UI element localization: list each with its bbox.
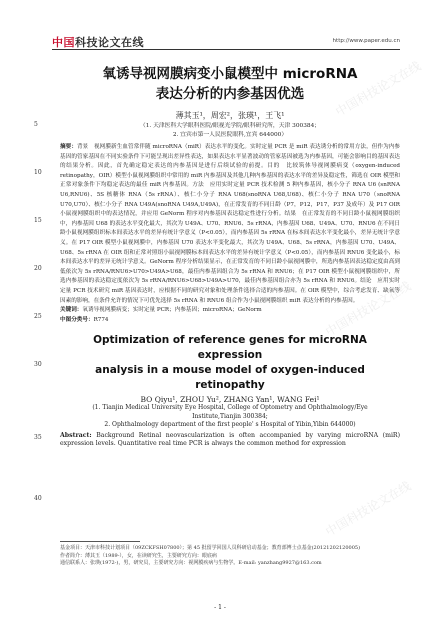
watermark: 中国科技论文在线 [323,278,414,339]
paper-title-zh: 氧诱导视网膜病变小鼠模型中 microRNA 表达分析的内参基因优选 [102,66,358,102]
footnote-funding: 基金项目：天津市科技计划项目（09ZCKFSH07800）；第 45 批留学回国人员科研启动基金；教育部博士点基金(20121202120005) [60,545,361,551]
page-number: - 1 - [214,604,226,611]
site-logo[interactable]: 中国科技论文在线 [52,36,144,49]
abstract-en: Abstract: Background Retinal neovascularization is often accompanied by varying microRNA (miR) expression levels. Quantitative real time PCR is always the common method for expression [60,431,401,447]
authors-zh: 薄其玉¹，周宏²，张瑛¹，王飞¹ [175,111,285,120]
affiliation-en: (1. Tianjin Medical University Eye Hospital, College of Optometry and Ophthalmology/Eye Institute,Tianjin 300384; 2. Ophthalmology department of the first people' s Hospital of Yibin,Yibin 644000) [92,404,368,429]
site-url[interactable]: http://www.paper.edu.cn [332,38,400,44]
watermark: 中国科技论文在线 [323,478,414,539]
footnote-contact: 通信联系人：张瑛(1972-)，男，研究员，主要研究方向：视网膜疾病与生物学。E-mail: yanzhang9927@163.com [60,560,322,566]
line-number: 15 [34,217,42,224]
page-header [0,0,440,58]
footnote-author: 作者简介：薄其玉（1989-），女，在读研究生，主要研究方向：眼底病 [60,552,217,559]
line-number: 35 [34,434,42,441]
footnotes [60,545,400,568]
header-rule [52,49,400,50]
clc-number: 中图分类号：R774 [60,316,109,323]
line-number: 20 [34,265,42,272]
keywords-zh: 关键词：氧诱导视网膜病变；实时定量 PCR；内参基因；microRNA；GeNorm [60,307,262,314]
paper-body [60,56,400,448]
line-number: 10 [34,169,42,176]
line-number: 30 [34,361,42,368]
watermark: 中国科技论文在线 [333,58,424,119]
affiliation-zh: （1. 天津医科大学眼科医院/眼视光学院/眼科研究所，天津 300384； 2. 宜宾市第一人民医院眼科,宜宾 644000） [139,123,321,138]
abstract-zh: 摘要：背景 视网膜新生血管常伴随 microRNA（miR）表达水平的变化。实时定量 PCR 是 miR 表达诱分析的常用方法，但作为内参基因的管家基因在不同实验条件下可能呈现出差异性表达，如果表达水平显著波动的管家基因被选为内参基因，可能会影响目的基因表达的结果分析。因此，首先确定稳定表达的内参基因是进行后续试验的前提。目的 比较筑体导视网膜病变（oxygen-induced retinopathy，OIR）模型小鼠视网膜组织中常用的 miR 内参基因及其他几种内参基因的表达水平的差异及稳定性，筛选在 OIR 模型和正常对象条件下均稳定表达的最佳 miR 内参基因。方法 应用实时定量 PCR 技术检测 5 种内参基因，核小分子 RNA U6 (snRNA U6,RNU6)、5S 核糖体 RNA（5s rRNA）、核仁小分子 RNA U68(snoRNA U68,U68)、核仁小分子 RNA U70（snoRNA U70,U70）、核仁小分子 RNA U49A(snoRNA U49A,U49A)，在正常发育的不同日龄（P7，P12，P17，P37 及成年）及 P17 OIR 小鼠视网膜组织中的表达情况，并应用 GeNorm 程序对内参基因表达稳定性进行分析。结果 在正常发育的不同日龄小鼠视网膜组织中，内参基因 U68 的表达水平变化最大，其次为 U49A、U70、RNU6、5s rRNA，内参基因 U68、U49A、U70、RNU6 在不同日龄小鼠视网膜组织标本间表达水平的差异有统计学意义（P<0.05），而内参基因 5s rRNA 在标本间表达水平变化最小，差异无统计学意义。在 P17 OIR 模型小鼠视网膜中，内参基因 U70 表达水平变化最大，其次为 U49A、U68、5s rRNA，内参基因 U70、U49A、U68、5s rRNA 在 OIR 组和正常对照组小鼠视网膜标本间表达水平的差异有统计学意义（P<0.05），而内参基因 RNU6 变化最小，标本间表达水平的差异无统计学意义。GeNorm 程序分析结果显示，在正常发育的不同日龄小鼠视网膜中，所选内参基因表达稳定度由高到低依次为 5s rRNA/RNU6>U70>U49A>U68，最佳内参基因组合为 5s rRNA 和 RNU6；在 P17 OIR 模型小鼠视网膜组织中，所选内参基因的表达稳定度依次为 5s rRNA/RNU6>U68>U49A>U70，最佳内参基因组合亦为 5s rRNA 和 RNU6。结论 应用实时定量 PCR 技术研究 miR 基因表达时，应根据不同的研究对象和处理条件选择合适的内参基因。在 OIR 模型中，综合考虑发育、缺氧等因素的影响，在条件允许的情况下可优先选择 5s rRNA 和 RNU6 组合作为小鼠视网膜组织 miR 表达分析的内参基因。 [60,144,400,304]
paper-title-en: Optimization of reference genes for microRNA expression analysis in a mouse model of oxygen-induced retinopathy [93,334,367,392]
authors-en: BO Qiyu¹, ZHOU Yu², ZHANG Yan¹, WANG Fei¹ [140,395,320,405]
line-number: 5 [34,121,38,128]
footnote-rule [60,541,140,542]
line-number: 40 [34,495,42,502]
line-number: 25 [34,313,42,320]
